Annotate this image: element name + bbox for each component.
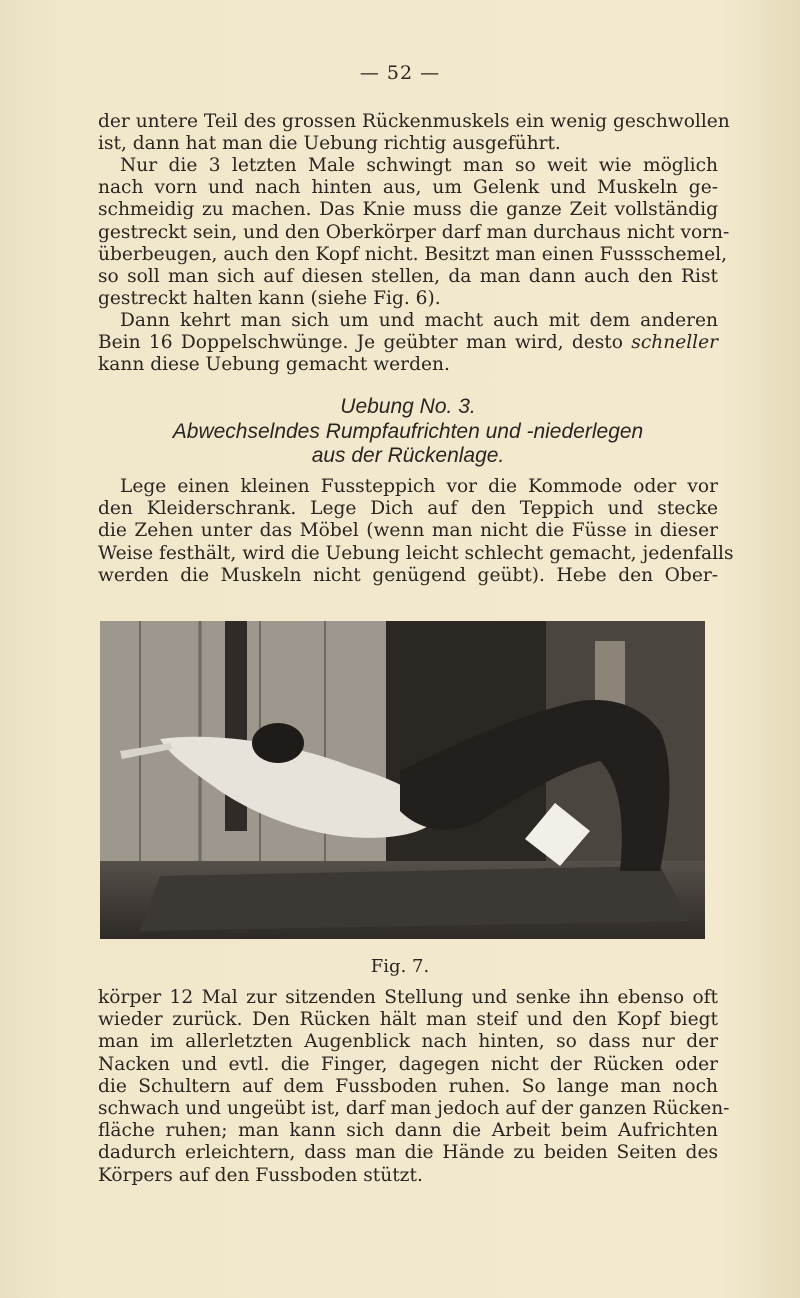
paragraph-5: [98, 987, 730, 1187]
paragraph-3: [98, 310, 718, 377]
figure-caption: Fig. 7.: [370, 956, 430, 977]
text-line: gestreckt halten kann (siehe Fig. 6).: [98, 288, 441, 310]
text-line: Körpers auf den Fussboden stützt.: [98, 1164, 423, 1186]
text-line: die Zehen unter das Möbel (wenn man nicht die Füsse in dieser: [98, 520, 718, 542]
text-line: Dann kehrt man sich um und macht auch mit dem anderen: [120, 310, 718, 331]
text-line: nach vorn und nach hinten aus, um Gelenk und Muskeln ge-: [98, 177, 718, 199]
text-line: schmeidig zu machen. Das Knie muss die ganze Zeit vollständig: [98, 199, 718, 221]
text-line: überbeugen, auch den Kopf nicht. Besitzt man einen Fussschemel,: [98, 243, 728, 265]
text-line: Nacken und evtl. die Finger, dagegen nicht der Rücken oder: [98, 1053, 718, 1075]
text-line: man im allerletzten Augenblick nach hinten, so dass nur der: [98, 1031, 718, 1053]
text-line: fläche ruhen; man kann sich dann die Arbeit beim Aufrichten: [98, 1120, 718, 1142]
text-line: [98, 332, 718, 354]
text-line: gestreckt sein, und den Oberkörper darf man durchaus nicht vorn-: [98, 221, 730, 243]
exercise-photograph: [100, 621, 705, 939]
text-line: wieder zurück. Den Rücken hält man steif und den Kopf biegt: [98, 1009, 718, 1031]
text-line: schwach und ungeübt ist, darf man jedoch auf der ganzen Rücken-: [98, 1098, 730, 1120]
exercise-subheading-2: aus der Rückenlage.: [311, 444, 505, 467]
text-span: Bein 16 Doppelschwünge. Je geübter man wird, desto: [98, 332, 632, 354]
text-line: Nur die 3 letzten Male schwingt man so weit wie möglich: [120, 155, 718, 176]
paragraph-4: [98, 476, 734, 587]
text-line: so soll man sich auf diesen stellen, da man dann auch den Rist: [98, 266, 718, 288]
text-line: werden die Muskeln nicht genügend geübt). Hebe den Ober-: [98, 564, 718, 586]
text-line: dadurch erleichtern, dass man die Hände zu beiden Seiten des: [98, 1142, 718, 1164]
text-line: Lege einen kleinen Fussteppich vor die Kommode oder vor: [120, 476, 718, 497]
text-line: ist, dann hat man die Uebung richtig ausgeführt.: [98, 133, 561, 155]
text-line: Weise festhält, wird die Uebung leicht schlecht gemacht, jedenfalls: [98, 542, 734, 564]
text-line: die Schultern auf dem Fussboden ruhen. So lange man noch: [98, 1075, 718, 1097]
text-line: den Kleiderschrank. Lege Dich auf den Teppich und stecke: [98, 498, 718, 520]
text-line: kann diese Uebung gemacht werden.: [98, 354, 450, 376]
text-line: körper 12 Mal zur sitzenden Stellung und senke ihn ebenso oft: [98, 987, 718, 1008]
page-number: — 52 —: [359, 62, 441, 84]
emphasis: schneller: [631, 332, 718, 354]
exercise-heading: Uebung No. 3.: [340, 395, 476, 418]
paragraph-1: [98, 111, 730, 155]
figure-illustration: [100, 621, 705, 939]
text-line: der untere Teil des grossen Rückenmuskels ein wenig geschwollen: [98, 111, 730, 132]
paragraph-2: [98, 155, 730, 310]
exercise-subheading: Abwechselndes Rumpfaufrichten und -niederlegen: [172, 420, 644, 443]
